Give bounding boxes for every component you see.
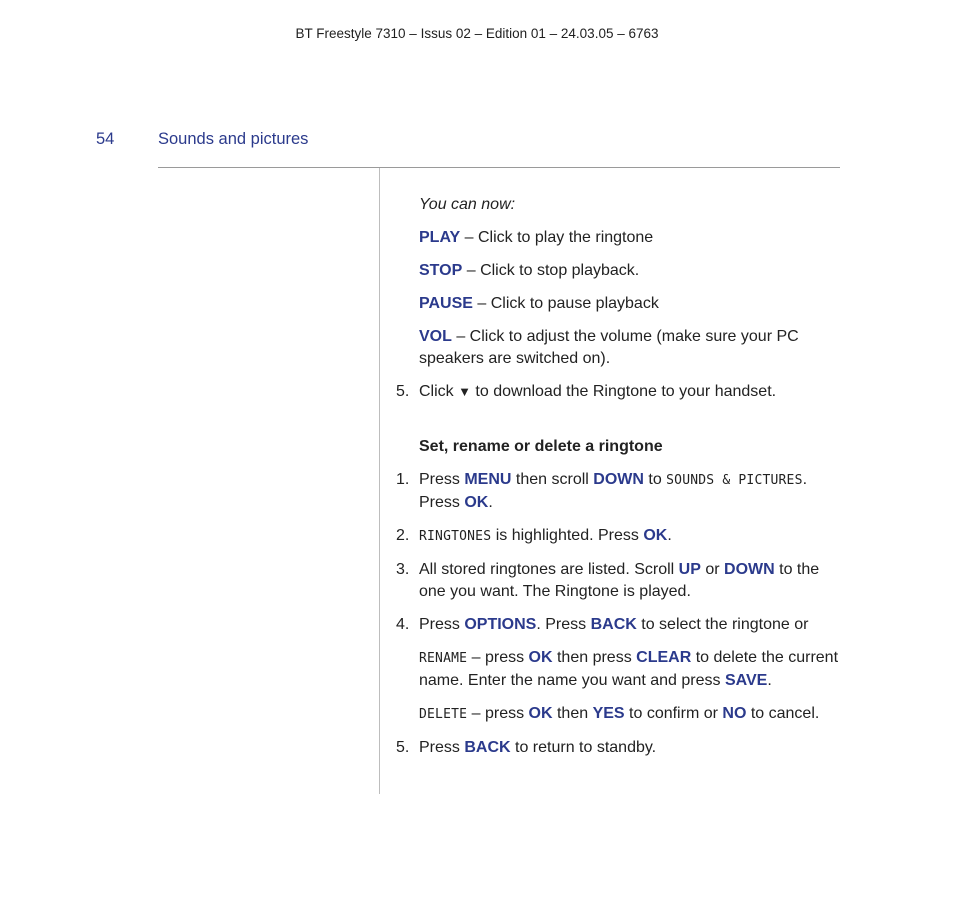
instructions-column [396, 194, 842, 770]
lcd-text: SOUNDS & PICTURES [666, 473, 803, 488]
download-step-text-pre: Click [419, 383, 459, 400]
download-step [396, 381, 842, 403]
step-text: Press [419, 616, 465, 633]
rename-option [396, 647, 842, 692]
back-keyword: BACK [464, 739, 511, 756]
step-text: then press [552, 649, 637, 666]
lcd-text: RINGTONES [419, 529, 492, 544]
step-text: Press [419, 471, 465, 488]
no-keyword: NO [722, 705, 747, 722]
play-keyword: PLAY [419, 229, 461, 246]
options-keyword: OPTIONS [464, 616, 537, 633]
step-text: – press [467, 705, 529, 722]
vol-keyword: VOL [419, 328, 452, 345]
step-text: . Press [419, 471, 808, 511]
step-3 [396, 559, 842, 603]
step-text: . [667, 527, 672, 544]
control-stop [396, 260, 842, 282]
step-4 [396, 614, 842, 636]
pause-keyword: PAUSE [419, 295, 473, 312]
step-text: . Press [536, 616, 591, 633]
step-text: Press [419, 739, 465, 756]
ok-keyword: OK [528, 649, 553, 666]
step-number: 3. [396, 561, 410, 578]
stop-keyword: STOP [419, 262, 463, 279]
yes-keyword: YES [592, 705, 625, 722]
step-text: to confirm or [624, 705, 723, 722]
step-5 [396, 737, 842, 759]
column-divider [379, 168, 380, 794]
step-text: or [700, 561, 725, 578]
step-text: . [488, 494, 493, 511]
step-number: 5. [396, 383, 410, 400]
header-divider [158, 167, 840, 168]
step-text: All stored ringtones are listed. Scroll [419, 561, 679, 578]
step-text: then scroll [511, 471, 594, 488]
step-text: is highlighted. Press [491, 527, 644, 544]
step-number: 5. [396, 739, 410, 756]
vol-description: – Click to adjust the volume (make sure your PC speakers are switched on). [419, 328, 799, 367]
ok-keyword: OK [528, 705, 553, 722]
delete-option [396, 703, 842, 726]
down-keyword: DOWN [593, 471, 644, 488]
section-title: Sounds and pictures [158, 130, 309, 148]
document-info-header: BT Freestyle 7310 – Issus 02 – Edition 01 – 24.03.05 – 6763 [295, 26, 659, 41]
subheading: Set, rename or delete a ringtone [419, 438, 663, 455]
step-2 [396, 525, 842, 548]
stop-description: – Click to stop playback. [462, 262, 640, 279]
ok-keyword: OK [464, 494, 489, 511]
control-pause [396, 293, 842, 315]
back-keyword: BACK [590, 616, 637, 633]
up-keyword: UP [678, 561, 701, 578]
lcd-text: DELETE [419, 707, 468, 722]
lcd-text: RENAME [419, 651, 468, 666]
step-number: 2. [396, 527, 410, 544]
step-1 [396, 469, 842, 514]
step-text: – press [467, 649, 529, 666]
download-step-text-post: to download the Ringtone to your handset. [470, 383, 777, 400]
ok-keyword: OK [643, 527, 668, 544]
step-text: to [643, 471, 667, 488]
intro-text: You can now: [419, 196, 516, 213]
step-text: . [767, 672, 772, 689]
down-keyword: DOWN [724, 561, 775, 578]
control-vol [396, 326, 842, 370]
down-triangle-icon: ▼ [458, 384, 471, 399]
pause-description: – Click to pause playback [472, 295, 659, 312]
step-text: to the one you want. The Ringtone is played. [419, 561, 820, 600]
clear-keyword: CLEAR [636, 649, 692, 666]
play-description: – Click to play the ringtone [460, 229, 654, 246]
step-number: 1. [396, 471, 410, 488]
control-play [396, 227, 842, 249]
step-text: to return to standby. [510, 739, 657, 756]
step-text: to select the ringtone or [636, 616, 809, 633]
step-text: to delete the current name. Enter the name you want and press [419, 649, 839, 689]
page-number: 54 [96, 130, 115, 148]
menu-keyword: MENU [464, 471, 512, 488]
step-number: 4. [396, 616, 410, 633]
save-keyword: SAVE [724, 672, 768, 689]
step-text: to cancel. [746, 705, 820, 722]
step-text: then [552, 705, 593, 722]
